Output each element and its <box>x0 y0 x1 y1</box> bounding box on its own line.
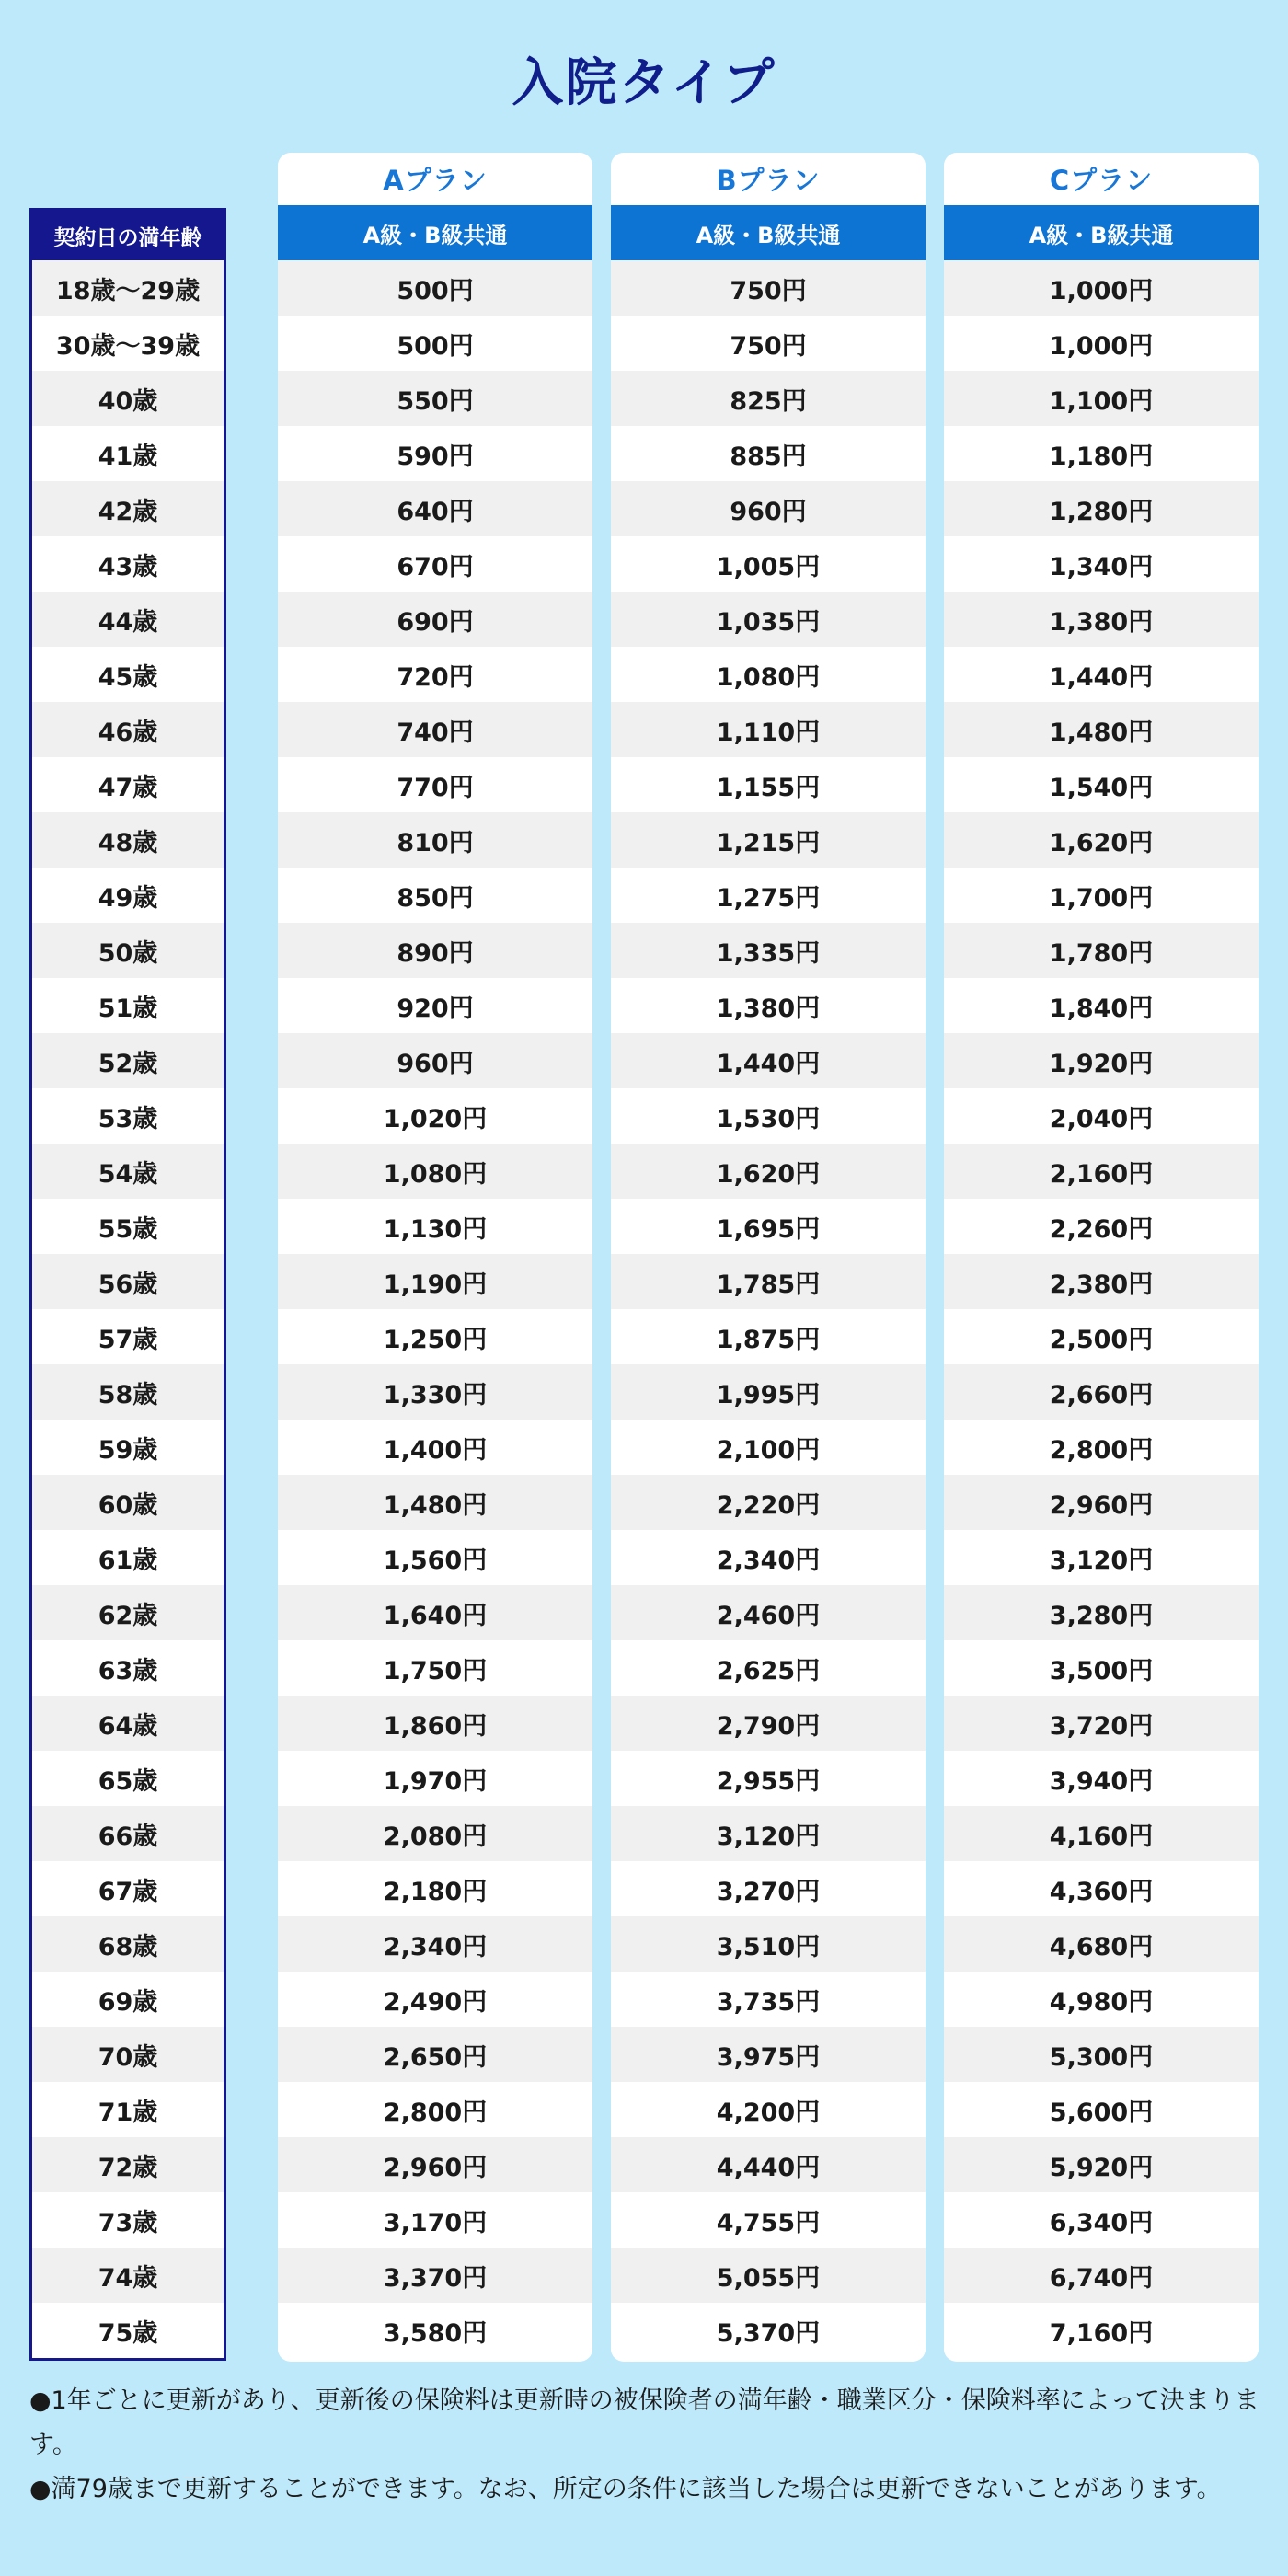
premium-cell: 1,380円 <box>611 978 926 1033</box>
premium-cell: 1,970円 <box>278 1751 592 1806</box>
premium-cell: 810円 <box>278 812 592 868</box>
premium-cell: 1,275円 <box>611 868 926 923</box>
premium-cell: 2,800円 <box>278 2082 592 2137</box>
premium-cell: 550円 <box>278 371 592 426</box>
premium-cell: 5,055円 <box>611 2248 926 2303</box>
premium-cell: 2,100円 <box>611 1420 926 1475</box>
premium-cell: 3,120円 <box>944 1530 1259 1585</box>
age-row-label: 58歳 <box>32 1364 224 1420</box>
age-row-label: 60歳 <box>32 1475 224 1530</box>
footnotes <box>29 2379 1267 2512</box>
age-row-label: 71歳 <box>32 2082 224 2137</box>
premium-cell: 3,510円 <box>611 1916 926 1972</box>
premium-cell: 1,560円 <box>278 1530 592 1585</box>
premium-cell: 1,440円 <box>944 647 1259 702</box>
age-row-label: 52歳 <box>32 1033 224 1088</box>
premium-cell: 2,040円 <box>944 1088 1259 1144</box>
premium-cell: 920円 <box>278 978 592 1033</box>
age-row-label: 18歳～29歳 <box>32 260 224 316</box>
premium-cell: 850円 <box>278 868 592 923</box>
premium-cell: 3,580円 <box>278 2303 592 2358</box>
plan-b-column <box>611 153 926 2362</box>
premium-cell: 1,920円 <box>944 1033 1259 1088</box>
premium-cell: 1,840円 <box>944 978 1259 1033</box>
premium-cell: 960円 <box>278 1033 592 1088</box>
premium-cell: 4,160円 <box>944 1806 1259 1861</box>
premium-cell: 2,650円 <box>278 2027 592 2082</box>
premium-cell: 3,940円 <box>944 1751 1259 1806</box>
premium-cell: 2,220円 <box>611 1475 926 1530</box>
footnote-renewal: ●1年ごとに更新があり、更新後の保険料は更新時の被保険者の満年齢・職業区分・保険料率によって決まります。 <box>29 2386 1259 2459</box>
premium-cell: 2,960円 <box>944 1475 1259 1530</box>
premium-cell: 1,700円 <box>944 868 1259 923</box>
premium-cell: 750円 <box>611 316 926 371</box>
plan-c-column <box>944 153 1259 2362</box>
premium-cell: 2,790円 <box>611 1696 926 1751</box>
age-row-label: 51歳 <box>32 978 224 1033</box>
premium-cell: 1,380円 <box>944 592 1259 647</box>
premium-cell: 5,370円 <box>611 2303 926 2358</box>
premium-cell: 1,640円 <box>278 1585 592 1640</box>
premium-cell: 1,110円 <box>611 702 926 757</box>
premium-cell: 2,260円 <box>944 1199 1259 1254</box>
age-row-label: 54歳 <box>32 1144 224 1199</box>
age-row-label: 44歳 <box>32 592 224 647</box>
premium-cell: 3,270円 <box>611 1861 926 1916</box>
plan-b-rows <box>611 260 926 2358</box>
age-row-label: 42歳 <box>32 481 224 536</box>
plan-a-subheader: A級・B級共通 <box>278 205 592 260</box>
premium-cell: 1,480円 <box>944 702 1259 757</box>
premium-cell: 1,005円 <box>611 536 926 592</box>
premium-cell: 3,720円 <box>944 1696 1259 1751</box>
premium-cell: 1,080円 <box>278 1144 592 1199</box>
premium-cell: 1,190円 <box>278 1254 592 1309</box>
age-row-label: 40歳 <box>32 371 224 426</box>
premium-cell: 1,785円 <box>611 1254 926 1309</box>
premium-cell: 1,530円 <box>611 1088 926 1144</box>
premium-cell: 1,480円 <box>278 1475 592 1530</box>
premium-cell: 3,280円 <box>944 1585 1259 1640</box>
premium-cell: 1,020円 <box>278 1088 592 1144</box>
premium-cell: 640円 <box>278 481 592 536</box>
premium-cell: 770円 <box>278 757 592 812</box>
age-row-label: 47歳 <box>32 757 224 812</box>
premium-cell: 1,330円 <box>278 1364 592 1420</box>
age-row-label: 50歳 <box>32 923 224 978</box>
premium-cell: 1,130円 <box>278 1199 592 1254</box>
premium-cell: 2,340円 <box>278 1916 592 1972</box>
premium-cell: 4,755円 <box>611 2192 926 2248</box>
age-row-label: 41歳 <box>32 426 224 481</box>
premium-cell: 2,800円 <box>944 1420 1259 1475</box>
premium-cell: 1,620円 <box>611 1144 926 1199</box>
premium-cell: 1,280円 <box>944 481 1259 536</box>
premium-cell: 3,975円 <box>611 2027 926 2082</box>
premium-cell: 2,080円 <box>278 1806 592 1861</box>
premium-cell: 3,120円 <box>611 1806 926 1861</box>
premium-cell: 1,100円 <box>944 371 1259 426</box>
age-row-label: 43歳 <box>32 536 224 592</box>
age-row-label: 56歳 <box>32 1254 224 1309</box>
premium-cell: 2,180円 <box>278 1861 592 1916</box>
premium-cell: 6,340円 <box>944 2192 1259 2248</box>
age-row-label: 69歳 <box>32 1972 224 2027</box>
age-row-label: 61歳 <box>32 1530 224 1585</box>
age-rows <box>32 260 224 2358</box>
age-row-label: 55歳 <box>32 1199 224 1254</box>
age-row-label: 74歳 <box>32 2248 224 2303</box>
premium-cell: 4,360円 <box>944 1861 1259 1916</box>
premium-cell: 1,750円 <box>278 1640 592 1696</box>
premium-cell: 1,250円 <box>278 1309 592 1364</box>
age-row-label: 75歳 <box>32 2303 224 2358</box>
age-column <box>29 208 226 2361</box>
premium-cell: 2,460円 <box>611 1585 926 1640</box>
premium-cell: 3,735円 <box>611 1972 926 2027</box>
premium-cell: 2,660円 <box>944 1364 1259 1420</box>
premium-cell: 2,490円 <box>278 1972 592 2027</box>
plan-a-name: Aプラン <box>383 165 488 196</box>
premium-cell: 5,300円 <box>944 2027 1259 2082</box>
premium-cell: 1,155円 <box>611 757 926 812</box>
premium-cell: 1,780円 <box>944 923 1259 978</box>
premium-cell: 6,740円 <box>944 2248 1259 2303</box>
premium-cell: 2,955円 <box>611 1751 926 1806</box>
premium-cell: 4,680円 <box>944 1916 1259 1972</box>
age-row-label: 73歳 <box>32 2192 224 2248</box>
age-row-label: 45歳 <box>32 647 224 702</box>
premium-cell: 500円 <box>278 260 592 316</box>
age-row-label: 48歳 <box>32 812 224 868</box>
premium-cell: 2,160円 <box>944 1144 1259 1199</box>
premium-cell: 890円 <box>278 923 592 978</box>
premium-cell: 500円 <box>278 316 592 371</box>
premium-cell: 1,035円 <box>611 592 926 647</box>
age-row-label: 65歳 <box>32 1751 224 1806</box>
premium-cell: 1,340円 <box>944 536 1259 592</box>
premium-cell: 7,160円 <box>944 2303 1259 2358</box>
premium-cell: 670円 <box>278 536 592 592</box>
age-row-label: 72歳 <box>32 2137 224 2192</box>
plan-a-column <box>278 153 592 2362</box>
premium-cell: 960円 <box>611 481 926 536</box>
premium-cell: 5,600円 <box>944 2082 1259 2137</box>
premium-cell: 1,995円 <box>611 1364 926 1420</box>
age-row-label: 62歳 <box>32 1585 224 1640</box>
plan-c-rows <box>944 260 1259 2358</box>
premium-cell: 1,440円 <box>611 1033 926 1088</box>
premium-cell: 1,215円 <box>611 812 926 868</box>
age-row-label: 59歳 <box>32 1420 224 1475</box>
age-row-label: 30歳～39歳 <box>32 316 224 371</box>
premium-cell: 885円 <box>611 426 926 481</box>
premium-cell: 4,200円 <box>611 2082 926 2137</box>
plan-c-subheader: A級・B級共通 <box>944 205 1259 260</box>
premium-cell: 1,540円 <box>944 757 1259 812</box>
age-row-label: 46歳 <box>32 702 224 757</box>
age-row-label: 67歳 <box>32 1861 224 1916</box>
plan-c-name: Cプラン <box>1049 165 1154 196</box>
age-row-label: 70歳 <box>32 2027 224 2082</box>
page-title: 入院タイプ <box>512 53 776 113</box>
premium-cell: 2,500円 <box>944 1309 1259 1364</box>
premium-cell: 2,625円 <box>611 1640 926 1696</box>
premium-cell: 1,000円 <box>944 260 1259 316</box>
footnote-age-limit: ●満79歳まで更新することができます。なお、所定の条件に該当した場合は更新できないことがあります。 <box>29 2475 1222 2503</box>
premium-cell: 825円 <box>611 371 926 426</box>
premium-cell: 2,380円 <box>944 1254 1259 1309</box>
age-row-label: 49歳 <box>32 868 224 923</box>
premium-cell: 2,340円 <box>611 1530 926 1585</box>
age-row-label: 63歳 <box>32 1640 224 1696</box>
premium-cell: 1,695円 <box>611 1199 926 1254</box>
age-row-label: 53歳 <box>32 1088 224 1144</box>
premium-cell: 2,960円 <box>278 2137 592 2192</box>
premium-cell: 4,440円 <box>611 2137 926 2192</box>
premium-cell: 1,000円 <box>944 316 1259 371</box>
premium-cell: 3,500円 <box>944 1640 1259 1696</box>
premium-cell: 590円 <box>278 426 592 481</box>
premium-cell: 1,335円 <box>611 923 926 978</box>
age-row-label: 66歳 <box>32 1806 224 1861</box>
age-row-label: 68歳 <box>32 1916 224 1972</box>
plan-b-subheader: A級・B級共通 <box>611 205 926 260</box>
plan-b-name: Bプラン <box>716 165 821 196</box>
premium-cell: 1,080円 <box>611 647 926 702</box>
premium-cell: 1,180円 <box>944 426 1259 481</box>
premium-cell: 1,860円 <box>278 1696 592 1751</box>
premium-cell: 1,400円 <box>278 1420 592 1475</box>
premium-cell: 740円 <box>278 702 592 757</box>
age-row-label: 64歳 <box>32 1696 224 1751</box>
premium-cell: 3,170円 <box>278 2192 592 2248</box>
premium-cell: 3,370円 <box>278 2248 592 2303</box>
premium-cell: 750円 <box>611 260 926 316</box>
premium-cell: 1,620円 <box>944 812 1259 868</box>
age-row-label: 57歳 <box>32 1309 224 1364</box>
premium-cell: 1,875円 <box>611 1309 926 1364</box>
age-column-header: 契約日の満年齢 <box>32 211 224 260</box>
premium-cell: 4,980円 <box>944 1972 1259 2027</box>
premium-cell: 690円 <box>278 592 592 647</box>
premium-cell: 5,920円 <box>944 2137 1259 2192</box>
premium-cell: 720円 <box>278 647 592 702</box>
plan-a-rows <box>278 260 592 2358</box>
